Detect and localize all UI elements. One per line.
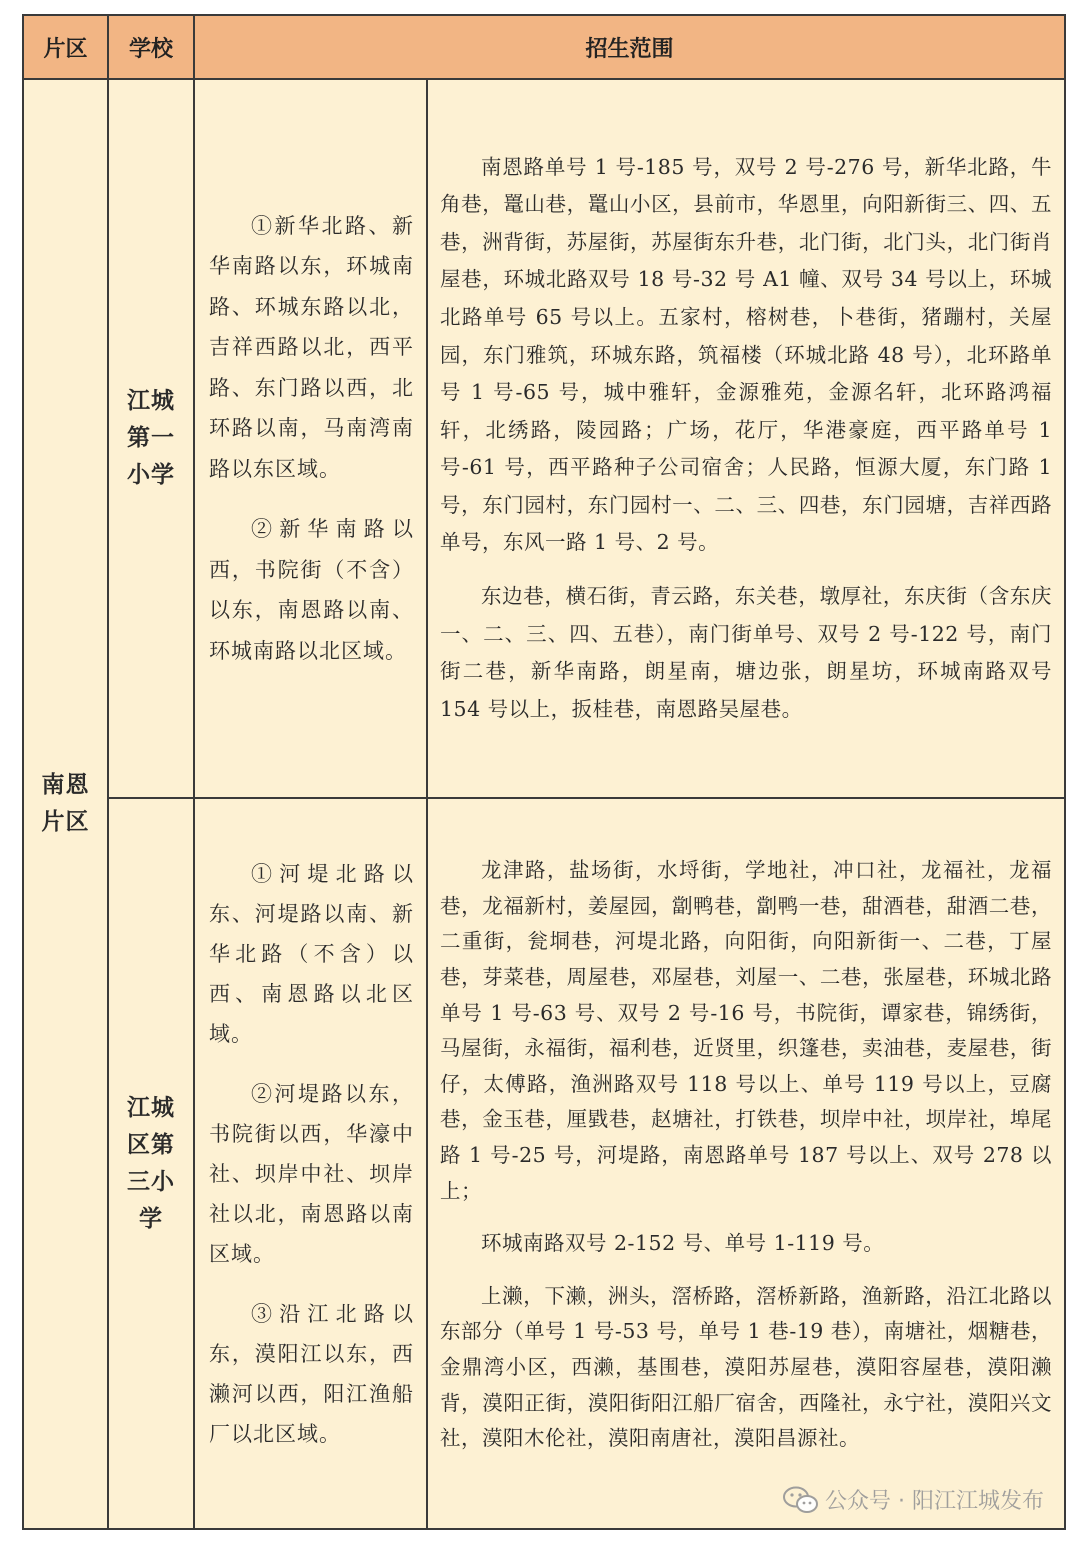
region-cell (194, 79, 427, 798)
region-description: ②新华南路以西，书院街（不含）以东，南恩路以南、环城南路以北区域。 (209, 517, 414, 663)
header-row (23, 15, 1065, 79)
district-name: 南恩片区 (41, 772, 90, 835)
scope-cell (427, 798, 1065, 1529)
region-cell (194, 798, 427, 1529)
scope-paragraph: 上濑，下濑，洲头，滘桥路，滘桥新路，渔新路，沿江北路以东部分（单号 1 号-53 号，单号 1 巷-19 巷），南塘社，烟糖巷，金鼎湾小区，西濑，基围巷，漠阳苏屋巷，漠阳容屋巷，漠阳濑背，漠阳正街，漠阳街阳江船厂宿舍，西隆社，永宁社，漠阳兴文社，漠阳木伦社，漠阳南唐社，漠阳昌源社。 (440, 1283, 1053, 1451)
scope-cell (427, 79, 1065, 798)
region-description: ①新华北路、新华南路以东，环城南路、环城东路以北，吉祥西路以北，西平路、东门路以西，北环路以南，马南湾南路以东区域。 (209, 213, 414, 481)
watermark (783, 1484, 1044, 1515)
scope-paragraph: 南恩路单号 1 号-185 号，双号 2 号-276 号，新华北路，牛角巷，鼍山巷，鼍山小区，县前市，华恩里，向阳新街三、四、五巷，洲背街，苏屋街，苏屋街东升巷，北门街，北门头，北门街肖屋巷，环城北路双号 18 号-32 号 A1 幢、双号 34 号以上，环城北路单号 65 号以上。五家村，榕树巷，卜巷街，猪蹦村，关屋园，东门雅筑，环城东路，筑福楼（环城北路 48 号），北环路单号 1 号-65 号，城中雅轩，金源雅苑，金源名轩，北环路鸿福轩，北绣路，陵园路；广场，花厅，华港豪庭，西平路单号 1 号-61 号，西平路种子公司宿舍；人民路，恒源大厦，东门路 1 号，东门园村，东门园村一、二、三、四巷，东门园塘，吉祥西路单号，东风一路 1 号、2 号。 (440, 154, 1053, 555)
header-enrollment-scope: 招生范围 (194, 15, 1065, 79)
district-cell (23, 79, 108, 1529)
region-description: ①河堤北路以东、河堤路以南、新华北路（不含）以西、南恩路以北区域。 (209, 861, 414, 1046)
header-district: 片区 (23, 15, 108, 79)
enrollment-table (22, 14, 1066, 1530)
wechat-icon (783, 1486, 819, 1514)
header-school: 学校 (108, 15, 194, 79)
region-description: ②河堤路以东，书院街以西，华濠中社、坝岸中社、坝岸社以北，南恩路以南区域。 (209, 1081, 414, 1266)
scope-paragraph: 龙津路，盐场街，水埒街，学地社，冲口社，龙福社，龙福巷，龙福新村，姜屋园，劏鸭巷，劏鸭一巷，甜酒巷，甜酒二巷，二重街，瓮垌巷，河堤北路，向阳街，向阳新街一、二巷，丁屋巷，芽菜巷，周屋巷，邓屋巷，刘屋一、二巷，张屋巷，环城北路单号 1 号-63 号、双号 2 号-16 号，书院街，谭家巷，锦绣街，马屋街，永福街，福利巷，近贤里，织篷巷，卖油巷，麦屋巷，街仔，太傅路，渔洲路双号 118 号以上、单号 119 号以上，豆腐巷，金玉巷，厘戥巷，赵塘社，打铁巷，坝岸中社，坝岸社，埠尾路 1 号-25 号，河堤路，南恩路单号 187 号以上、双号 278 以上； (440, 858, 1053, 1203)
scope-paragraph: 环城南路双号 2-152 号、单号 1-119 号。 (481, 1231, 885, 1256)
school-cell (108, 79, 194, 798)
school-name: 江城第一小学 (127, 388, 175, 488)
table-row (23, 798, 1065, 1529)
region-description: ③沿江北路以东，漠阳江以东，西濑河以西，阳江渔船厂以北区域。 (209, 1301, 414, 1446)
school-name: 江城区第三小学 (127, 1094, 175, 1232)
school-cell (108, 798, 194, 1529)
watermark-text: 公众号 · 阳江江城发布 (825, 1489, 1044, 1514)
table-row (23, 79, 1065, 798)
scope-paragraph: 东边巷，横石街，青云路，东关巷，墩厚社，东庆街（含东庆一、二、三、四、五巷），南门街单号、双号 2 号-122 号，南门街二巷，新华南路，朗星南，塘边张，朗星坊，环城南路双号 154 号以上，扳桂巷，南恩路吴屋巷。 (440, 584, 1053, 721)
